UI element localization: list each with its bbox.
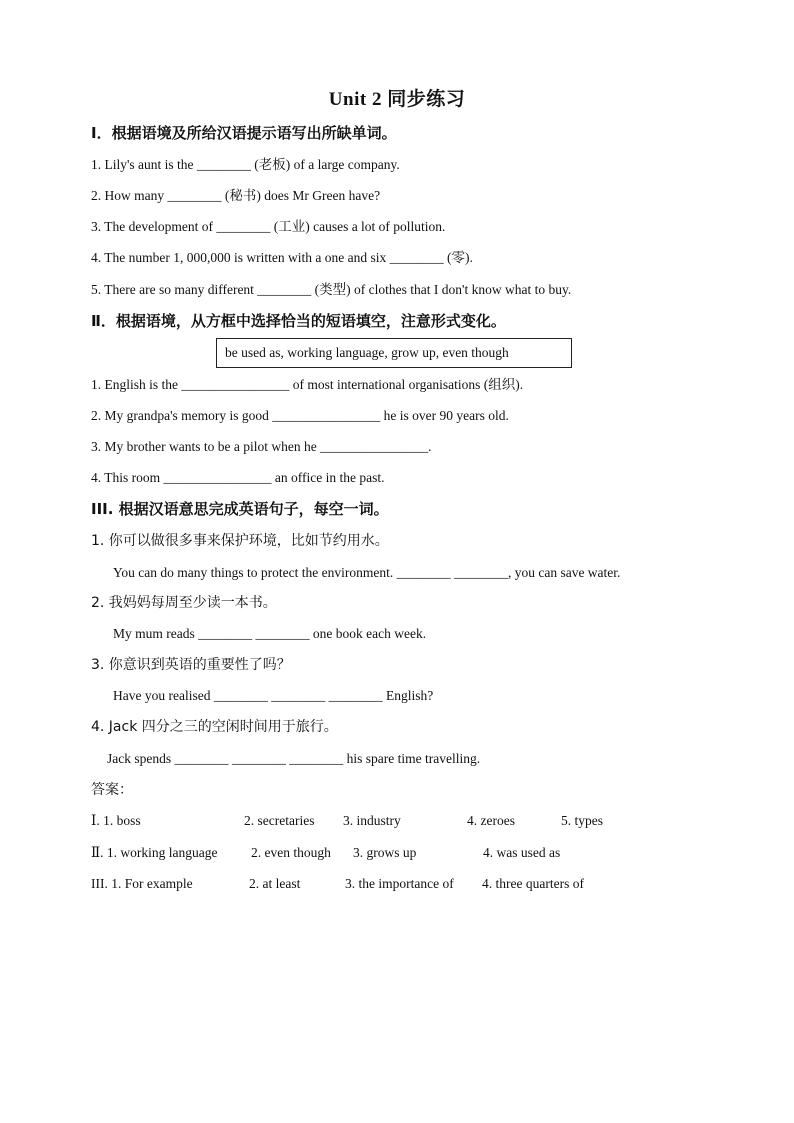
section1-item-5: 5. There are so many different ________ (类型) of clothes that I don't know what to buy. [91,282,572,297]
phrase-box: be used as, working language, grow up, even though [216,338,572,368]
section1-item-2: 2. How many ________ (秘书) does Mr Green have? [91,188,381,203]
section3-item-3-en: Have you realised ________ ________ ________ English? [113,688,434,703]
section3-item-4-en: Jack spends ________ ________ ________ his spare time travelling. [107,751,481,766]
answer-1-5: 5. types [561,813,603,828]
answer-2-4: 4. was used as [483,845,561,860]
section1-item-4: 4. The number 1, 000,000 is written with a one and six ________ (零). [91,250,473,265]
section1-item-3: 3. The development of ________ (工业) causes a lot of pollution. [91,219,446,234]
answer-2-1: Ⅱ. 1. working language [91,845,218,860]
section3-item-3-cn: 3. 你意识到英语的重要性了吗？ [91,657,291,673]
section3-item-1-en: You can do many things to protect the environment. ________ ________, you can save water. [113,565,621,580]
answer-3-3: 3. the importance of [345,876,454,891]
answer-1-2: 2. secretaries [244,813,315,828]
section3-item-4-cn: 4. Jack 四分之三的空闲时间用于旅行。 [91,719,338,735]
section2-item-3: 3. My brother wants to be a pilot when he ________________. [91,439,432,454]
section3-item-2-en: My mum reads ________ ________ one book each week. [113,626,427,641]
section3-item-2-cn: 2. 我妈妈每周至少读一本书。 [91,595,277,611]
answer-1-3: 3. industry [343,813,401,828]
answer-2-3: 3. grows up [353,845,417,860]
answers-label: 答案： [91,782,133,798]
section1-heading: Ⅰ．根据语境及所给汉语提示语写出所缺单词。 [91,124,397,142]
section2-item-4: 4. This room ________________ an office in the past. [91,470,385,485]
answer-3-4: 4. three quarters of [482,876,584,891]
section3-item-1-cn: 1. 你可以做很多事来保护环境，比如节约用水。 [91,533,389,549]
answer-1-4: 4. zeroes [467,813,515,828]
answer-3-1: III. 1. For example [91,876,193,891]
section3-heading: III. 根据汉语意思完成英语句子，每空一词。 [91,500,389,518]
answer-1-1: Ⅰ. 1. boss [91,813,141,828]
section2-heading: Ⅱ．根据语境，从方框中选择恰当的短语填空，注意形式变化。 [91,312,506,330]
page-title: Unit 2 同步练习 [328,89,466,110]
section2-item-2: 2. My grandpa's memory is good ________________ he is over 90 years old. [91,408,509,423]
section1-item-1: 1. Lily's aunt is the ________ (老板) of a large company. [91,157,400,172]
answer-2-2: 2. even though [251,845,331,860]
section2-item-1: 1. English is the ________________ of most international organisations (组织). [91,377,524,392]
answer-3-2: 2. at least [249,876,301,891]
